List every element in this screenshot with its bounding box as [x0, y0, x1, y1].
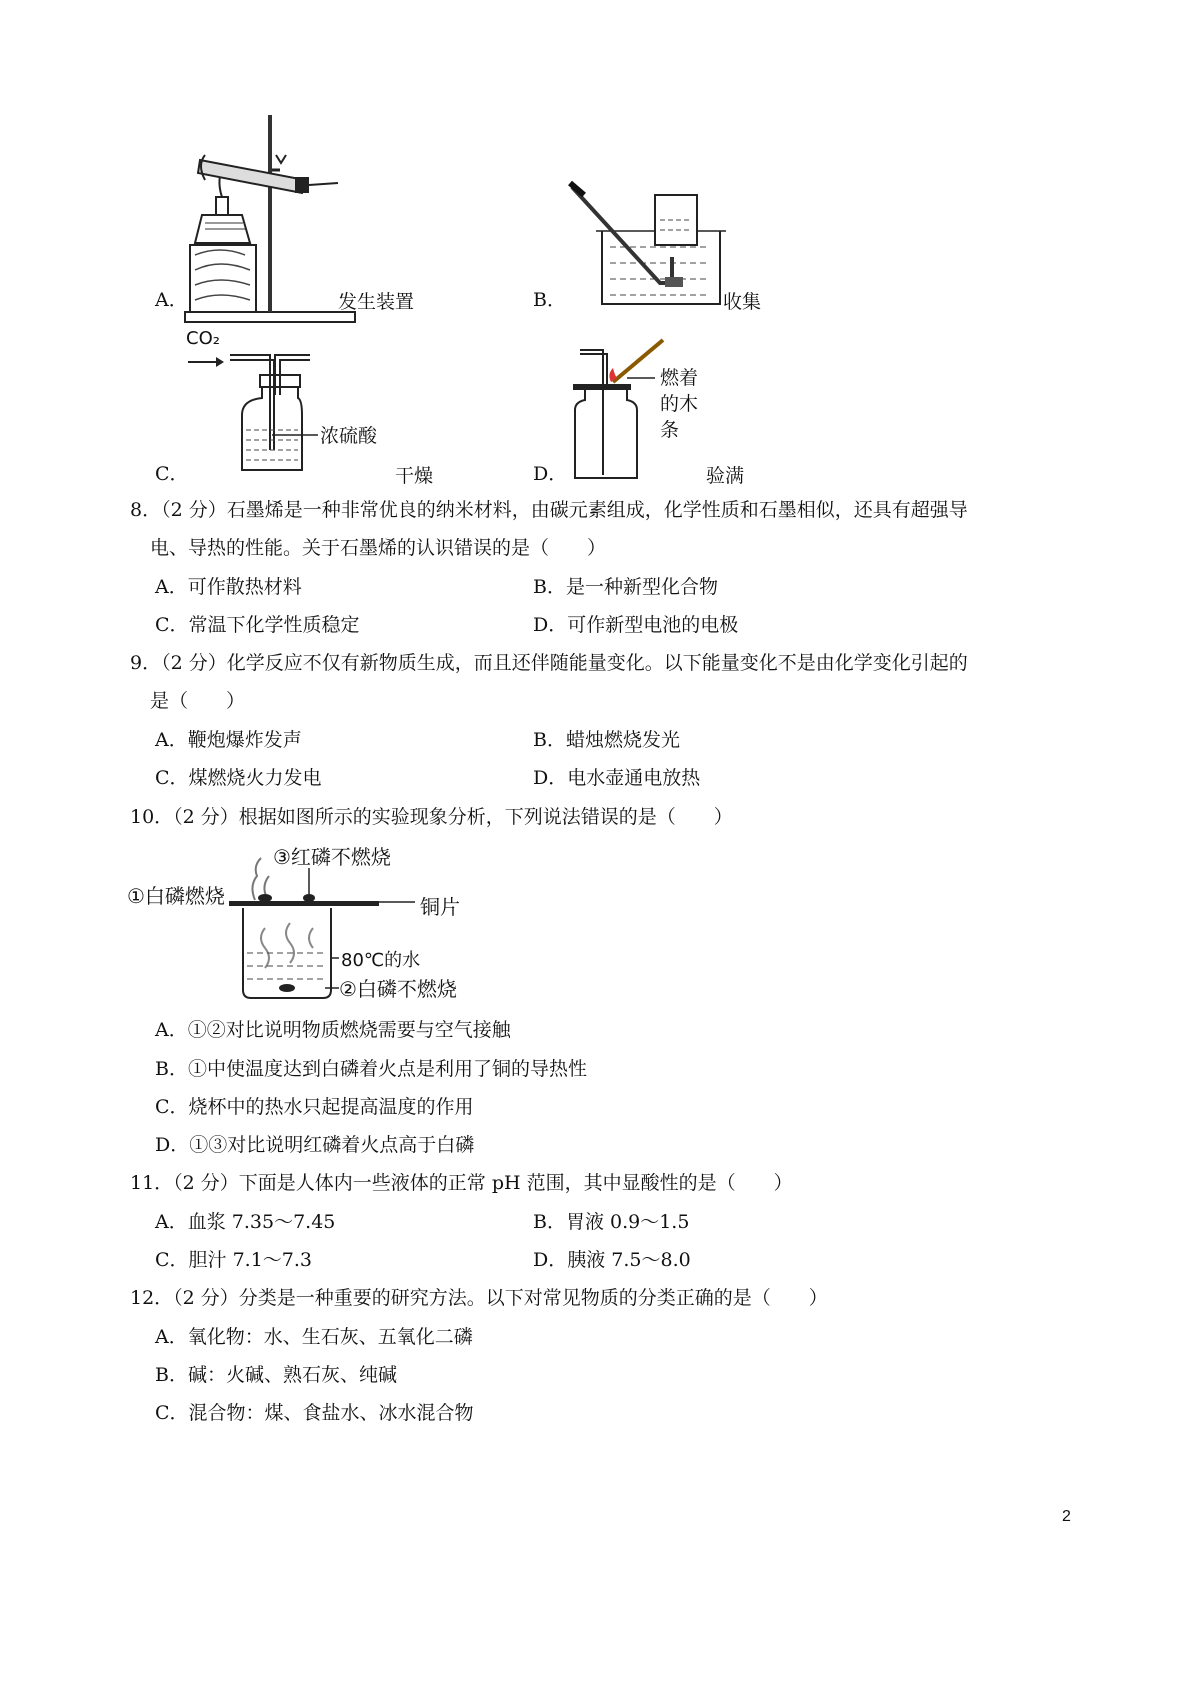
- q7-option-d-letter: D．: [533, 463, 568, 485]
- figure-d-full-test: [565, 330, 725, 485]
- q7-option-c-caption: 干燥: [395, 465, 434, 487]
- q9-option-c: C．煤燃烧火力发电: [155, 767, 322, 789]
- q10-option-b: B．①中使温度达到白磷着火点是利用了铜的导热性: [155, 1058, 587, 1080]
- q8-option-a: A．可作散热材料: [155, 576, 302, 598]
- q7-option-d-caption: 验满: [706, 465, 745, 487]
- label-copper-sheet: 铜片: [420, 895, 460, 919]
- q9-stem-line2: 是（ ）: [150, 690, 246, 712]
- q12-stem: 12．（2 分）分类是一种重要的研究方法。以下对常见物质的分类正确的是（ ）: [130, 1287, 828, 1309]
- q10-option-d: D．①③对比说明红磷着火点高于白磷: [155, 1134, 475, 1156]
- q9-option-a: A．鞭炮爆炸发声: [155, 729, 302, 751]
- q9-stem-line1: 9．（2 分）化学反应不仅有新物质生成，而且还伴随能量变化。以下能量变化不是由化学变化引起的: [130, 652, 968, 674]
- label-white-phosphorus-not-burning: ②白磷不燃烧: [339, 977, 457, 1001]
- q11-option-b: B．胃液 0.9～1.5: [533, 1211, 690, 1233]
- q7-option-a-caption: 发生装置: [338, 291, 415, 313]
- label-white-phosphorus-burning: ①白磷燃烧: [127, 884, 225, 908]
- q10-stem: 10．（2 分）根据如图所示的实验现象分析，下列说法错误的是（ ）: [130, 806, 733, 828]
- figure-phosphorus-combustion: [125, 838, 485, 1013]
- figure-c-drying: [180, 320, 410, 480]
- q12-option-b: B．碱：火碱、熟石灰、纯碱: [155, 1364, 397, 1386]
- figure-b-collection: [560, 175, 730, 310]
- stick-label-1: 燃着: [660, 367, 699, 389]
- q9-option-d: D．电水壶通电放热: [533, 767, 701, 789]
- q8-option-d: D．可作新型电池的电极: [533, 614, 739, 636]
- label-hot-water: 80℃的水: [341, 950, 421, 971]
- q8-option-c: C．常温下化学性质稳定: [155, 614, 360, 636]
- co2-label: CO₂: [186, 328, 220, 349]
- q11-option-d: D．胰液 7.5～8.0: [533, 1249, 691, 1271]
- q12-option-a: A．氧化物：水、生石灰、五氧化二磷: [155, 1326, 473, 1348]
- q10-option-c: C．烧杯中的热水只起提高温度的作用: [155, 1096, 474, 1118]
- q7-option-b-letter: B．: [533, 289, 566, 311]
- q12-option-c: C．混合物：煤、食盐水、冰水混合物: [155, 1402, 474, 1424]
- q8-stem-line2: 电、导热的性能。关于石墨烯的认识错误的是（ ）: [150, 537, 607, 559]
- label-red-phosphorus: ③红磷不燃烧: [273, 845, 391, 869]
- q11-option-c: C．胆汁 7.1～7.3: [155, 1249, 313, 1271]
- page-number: 2: [1062, 1508, 1071, 1525]
- q9-option-b: B．蜡烛燃烧发光: [533, 729, 680, 751]
- q8-stem-line1: 8．（2 分）石墨烯是一种非常优良的纳米材料，由碳元素组成，化学性质和石墨相似，还具有超强导: [130, 499, 968, 521]
- stick-label-2: 的木: [660, 393, 699, 415]
- q7-option-c-letter: C．: [155, 463, 189, 485]
- q8-option-b: B．是一种新型化合物: [533, 576, 718, 598]
- acid-label: 浓硫酸: [320, 425, 378, 447]
- stick-label-3: 条: [660, 419, 680, 441]
- q7-option-b-caption: 收集: [723, 291, 762, 313]
- q7-option-a-letter: A．: [155, 289, 188, 311]
- q10-option-a: A．①②对比说明物质燃烧需要与空气接触: [155, 1019, 511, 1041]
- q11-option-a: A．血浆 7.35～7.45: [155, 1211, 336, 1233]
- q11-stem: 11．（2 分）下面是人体内一些液体的正常 pH 范围，其中显酸性的是（ ）: [130, 1172, 793, 1194]
